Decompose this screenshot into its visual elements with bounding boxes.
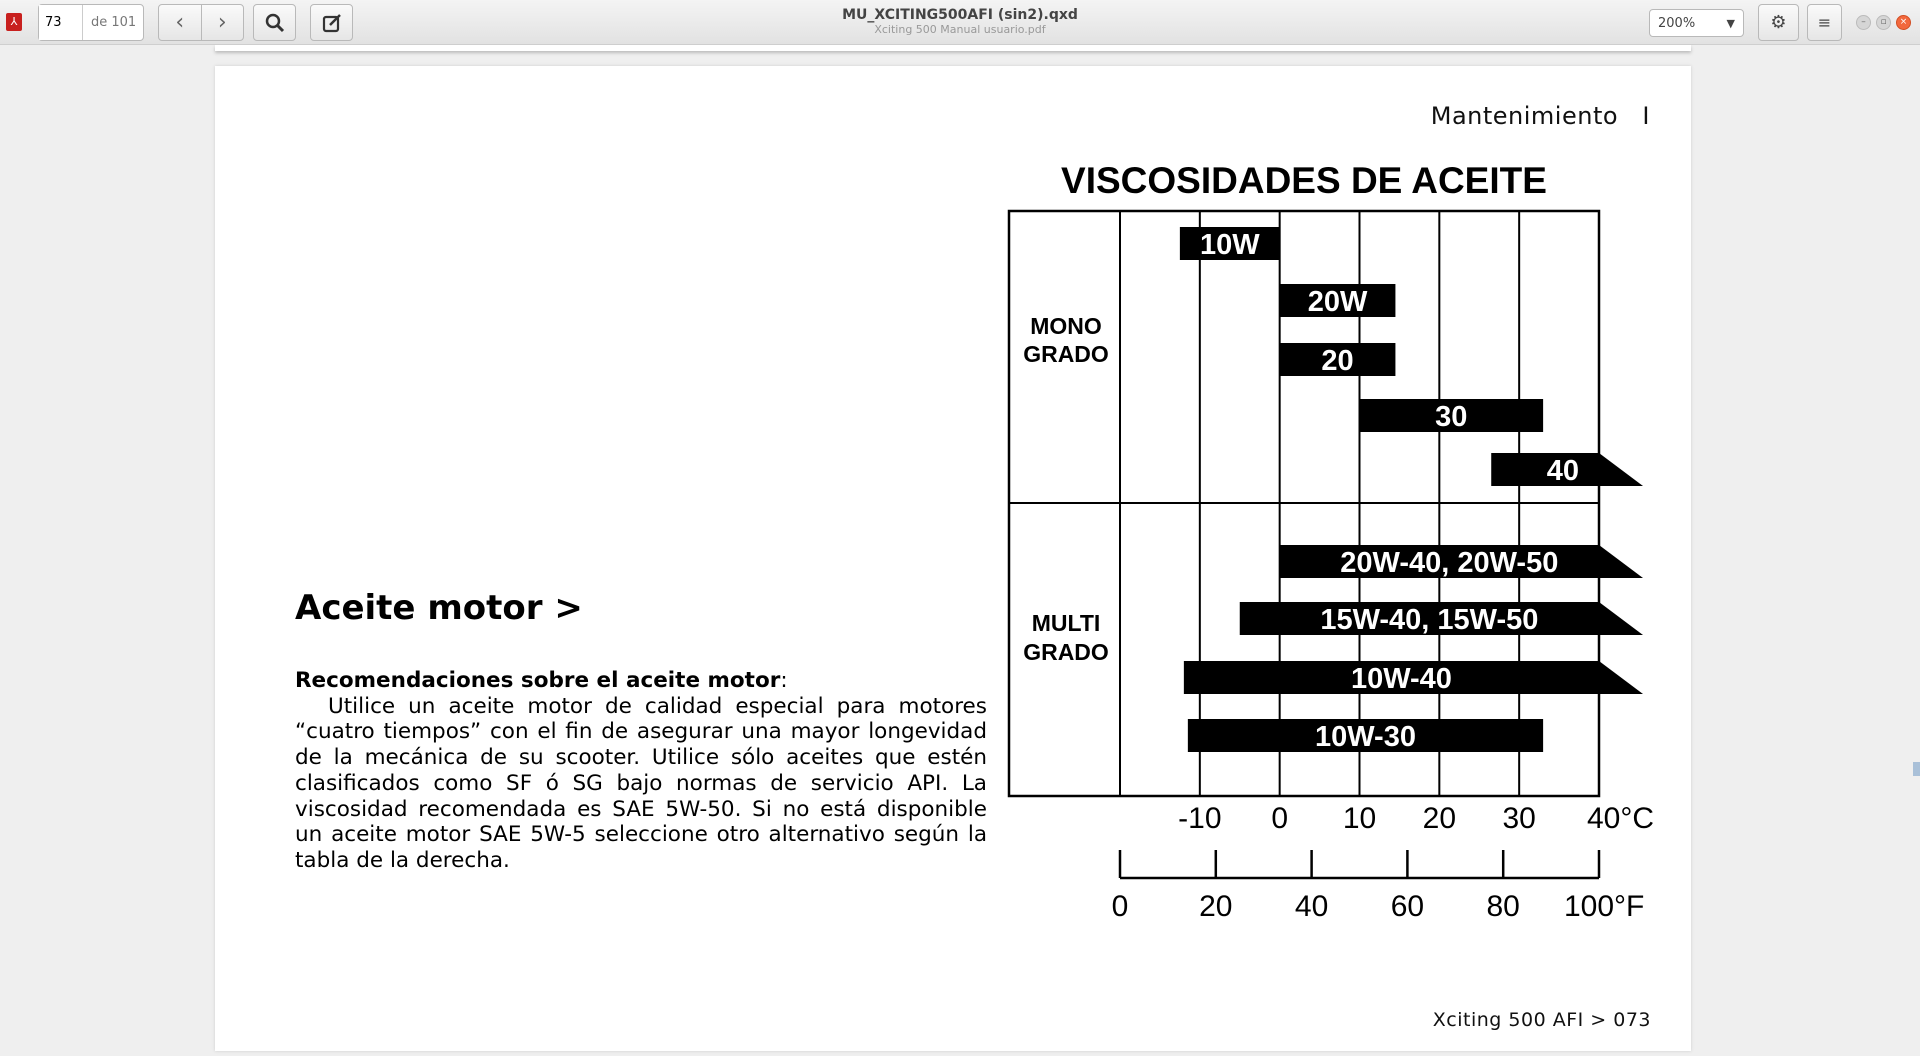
page-total: de 101 (91, 15, 137, 30)
bar-label: 10W (1199, 229, 1260, 261)
bar-label: 40 (1546, 455, 1579, 487)
gear-icon: ⚙ (1770, 12, 1787, 33)
celsius-tick-label: -10 (1178, 802, 1222, 835)
celsius-tick-label: 0 (1271, 802, 1289, 835)
document-title: MU_XCITING500AFI (sin2).qxd (842, 7, 1078, 23)
zoom-value: 200% (1658, 15, 1696, 31)
document-subtitle: Xciting 500 Manual usuario.pdf (874, 23, 1046, 36)
chevron-right-icon[interactable]: › (217, 10, 227, 35)
chevron-down-icon: ▼ (1726, 16, 1735, 30)
section-bar: I (1642, 102, 1650, 130)
page-footer: Xciting 500 AFI > 073 (1432, 1009, 1651, 1031)
bar-label: 20W-40, 20W-50 (1340, 547, 1559, 579)
group-label: MULTI (1031, 610, 1101, 636)
hamburger-icon: ≡ (1817, 13, 1832, 32)
section-title: Mantenimiento (1430, 102, 1619, 130)
close-icon[interactable]: × (1896, 15, 1911, 30)
bar-label: 10W-30 (1315, 721, 1416, 753)
maximize-icon[interactable]: ▫ (1876, 15, 1891, 30)
paragraph: Utilice un aceite motor de calidad especial para motores “cuatro tiempos” con el fin de asegurar una mayor longevidad de la mecánica de su scooter. Utilice sólo aceites que estén clasificados como SF ó SG bajo normas de servicio API. La viscosidad recomendada es SAE 5W-50. Si no está disponible un aceite motor SAE 5W-5 seleccione otro alternativo según la tabla de la derecha. (295, 693, 987, 873)
fahrenheit-tick-label: 100°F (1564, 890, 1645, 923)
bar-label: 10W-40 (1350, 663, 1452, 695)
bar-label: 15W-40, 15W-50 (1320, 604, 1539, 636)
page-heading: Aceite motor > (295, 588, 583, 628)
chevron-left-icon[interactable]: ‹ (159, 5, 202, 40)
chart-title: VISCOSIDADES DE ACEITE (1061, 160, 1547, 201)
fahrenheit-tick-label: 60 (1390, 890, 1425, 923)
group-label: GRADO (1023, 341, 1109, 367)
group-label: GRADO (1023, 639, 1109, 665)
subheading-colon: : (780, 668, 788, 693)
celsius-tick-label: 40°C (1587, 802, 1655, 835)
scrollbar-marker[interactable] (1913, 762, 1920, 776)
group-label: MONO (1030, 313, 1102, 339)
bar-label: 20 (1321, 345, 1354, 377)
bar-label: 30 (1435, 401, 1468, 433)
subheading: Recomendaciones sobre el aceite motor (295, 668, 781, 693)
celsius-tick-label: 30 (1502, 802, 1536, 835)
bar-label: 20W (1307, 286, 1368, 318)
fahrenheit-tick-label: 0 (1111, 890, 1129, 923)
celsius-tick-label: 20 (1422, 802, 1457, 835)
pdf-app-icon: ⅄ (6, 13, 22, 31)
fahrenheit-tick-label: 40 (1294, 890, 1329, 923)
celsius-tick-label: 10 (1342, 802, 1377, 835)
minimize-icon[interactable]: – (1856, 15, 1871, 30)
fahrenheit-tick-label: 80 (1486, 890, 1520, 923)
fahrenheit-tick-label: 20 (1199, 890, 1233, 923)
